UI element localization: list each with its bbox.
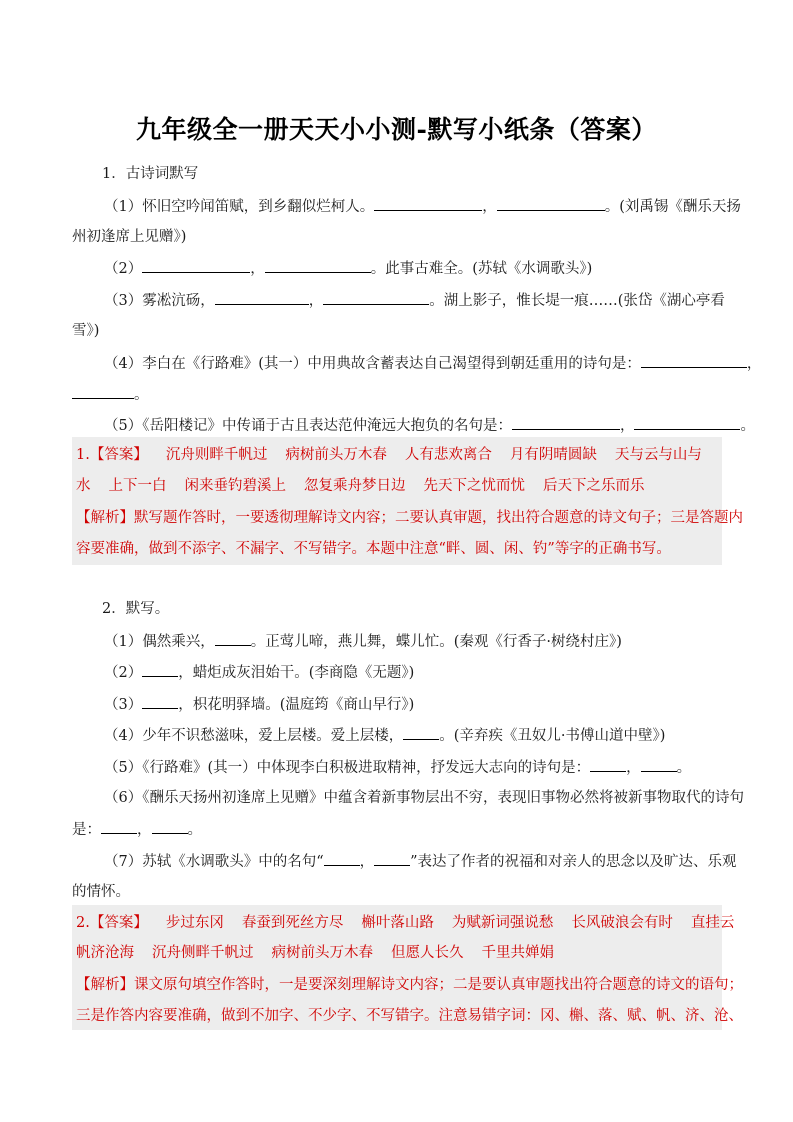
q2-item-3: （3） ，枳花明驿墙。(温庭筠《商山早行》)	[104, 694, 754, 715]
q1-item-4-cont: 。	[72, 384, 722, 405]
q1-item-3: （3）雾凇沆砀， ， 。湖上影子，惟长堤一痕……(张岱《湖心亭看	[104, 290, 754, 311]
q2-answer-row-2: 帆济沧海 沉舟侧畔千帆过 病树前头万木春 但愿人长久 千里共婵娟	[76, 945, 554, 961]
q2-item-1: （1）偶然乘兴， 。正莺儿啼，燕儿舞，蝶儿忙。(秦观《行香子·树绕村庄》)	[104, 631, 754, 652]
q2-answer-box	[72, 905, 743, 1030]
q1-item-1: （1）怀旧空吟闻笛赋，到乡翻似烂柯人。 ， 。(刘禹锡《酬乐天扬	[104, 196, 754, 217]
q1-answer-box	[72, 437, 743, 565]
q1-analysis-2: 容要准确，做到不添字、不漏字、不写错字。本题中注意“畔、圆、闲、钓”等字的正确书写。	[76, 541, 671, 557]
q1-item-2: （2） ， 。此事古难全。(苏轼《水调歌头》)	[104, 258, 754, 279]
q2-item-7-cont: 的情怀。	[72, 884, 130, 900]
q2-item-2: （2） ，蜡炬成灰泪始干。(李商隐《无题》)	[104, 662, 754, 683]
answer-blank[interactable]	[142, 662, 178, 677]
answer-blank[interactable]	[215, 631, 251, 646]
q1-item-3-cont: 雪》)	[72, 323, 100, 339]
q2-item-7: （7）苏轼《水调歌头》中的名句“ ， ”表达了作者的祝福和对亲人的思念以及旷达、乐观	[104, 851, 754, 872]
answer-blank[interactable]	[512, 415, 620, 430]
q2-heading: 2．默写。	[102, 601, 170, 617]
q1-item-4: （4）李白在《行路难》(其一）中用典故含蓄表达自己渴望得到朝廷重用的诗句是： ，	[104, 353, 754, 374]
answer-blank[interactable]	[634, 415, 740, 430]
answer-blank[interactable]	[101, 819, 137, 834]
q2-item-6-cont: 是： ， 。	[72, 819, 722, 840]
answer-blank[interactable]	[265, 258, 371, 273]
answer-blank[interactable]	[152, 819, 188, 834]
q1-heading: 1．古诗词默写	[102, 166, 199, 182]
answer-blank[interactable]	[497, 196, 605, 211]
answer-blank[interactable]	[641, 757, 677, 772]
page-title: 九年级全一册天天小小测-默写小纸条（答案）	[136, 115, 657, 144]
answer-blank[interactable]	[374, 851, 410, 866]
q1-answer-row-1: 1.【答案】 沉舟则畔千帆过 病树前头万木春 人有悲欢离合 月有阴晴圆缺 天与云与山与	[76, 447, 702, 463]
q2-item-6: （6）《酬乐天扬州初逢席上见赠》中蕴含着新事物层出不穷，表现旧事物必然将被新事物取代的诗句	[104, 790, 744, 806]
answer-blank[interactable]	[72, 384, 134, 399]
q2-answer-row-1: 2.【答案】 步过东冈 春蚕到死丝方尽 槲叶落山路 为赋新词强说愁 长风破浪会有时 直挂云	[76, 915, 735, 931]
q2-analysis-1: 【解析】课文原句填空作答时，一是要深刻理解诗文内容；二是要认真审题找出符合题意的诗文的语句；	[76, 977, 743, 993]
answer-blank[interactable]	[324, 851, 360, 866]
q2-item-4: （4）少年不识愁滋味，爱上层楼。爱上层楼， 。(辛弃疾《丑奴儿·书傅山道中壁》)	[104, 725, 754, 746]
q1-analysis-1: 【解析】默写题作答时，一要透彻理解诗文内容；二要认真审题，找出符合题意的诗文句子；三是答题内	[76, 510, 743, 526]
answer-blank[interactable]	[142, 694, 178, 709]
answer-blank[interactable]	[590, 757, 626, 772]
answer-blank[interactable]	[641, 353, 747, 368]
answer-blank[interactable]	[215, 290, 309, 305]
q1-item-5: （5）《岳阳楼记》中传诵于古且表达范仲淹远大抱负的名句是： ， 。	[104, 415, 754, 436]
q2-analysis-2: 三是作答内容要准确，做到不加字、不少字、不写错字。注意易错字词：冈、槲、落、赋、帆、济、沧、	[76, 1008, 743, 1024]
answer-blank[interactable]	[142, 258, 250, 273]
answer-blank[interactable]	[323, 290, 429, 305]
answer-blank[interactable]	[403, 725, 439, 740]
answer-blank[interactable]	[374, 196, 482, 211]
q1-item-1-cont: 州初逢席上见赠》)	[72, 229, 187, 245]
q2-item-5: （5）《行路难》(其一）中体现李白积极进取精神，抒发远大志向的诗句是： ， 。	[104, 757, 754, 778]
q1-answer-row-2: 水 上下一白 闲来垂钓碧溪上 忽复乘舟梦日边 先天下之忧而忧 后天下之乐而乐	[76, 478, 645, 494]
